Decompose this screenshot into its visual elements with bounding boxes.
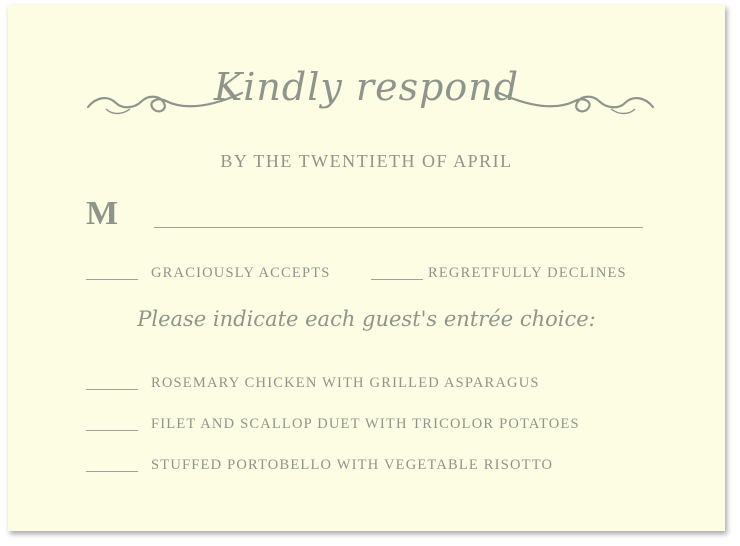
heading-block — [8, 65, 725, 135]
kindly-respond-heading: Kindly respond — [213, 65, 520, 109]
entree-label: ROSEMARY CHICKEN WITH GRILLED ASPARAGUS — [151, 375, 540, 391]
entree-blank[interactable] — [86, 430, 138, 431]
reply-deadline: BY THE TWENTIETH OF APRIL — [220, 151, 513, 171]
response-row — [86, 263, 686, 287]
entree-prompt: Please indicate each guest's entrée choice: — [137, 307, 596, 331]
entree-option — [86, 414, 686, 438]
decline-blank[interactable] — [371, 279, 423, 280]
rsvp-card — [8, 5, 725, 531]
entree-blank[interactable] — [86, 389, 138, 390]
accept-blank[interactable] — [86, 279, 138, 280]
entree-label: FILET AND SCALLOP DUET WITH TRICOLOR POTATOES — [151, 416, 580, 432]
entree-option — [86, 373, 686, 397]
right-flourish-ornament — [495, 79, 655, 119]
entree-blank[interactable] — [86, 471, 138, 472]
guest-name-field[interactable] — [154, 227, 643, 228]
entree-option — [86, 455, 686, 479]
entree-label: STUFFED PORTOBELLO WITH VEGETABLE RISOTTO — [151, 457, 554, 473]
accept-label: GRACIOUSLY ACCEPTS — [151, 265, 331, 281]
decline-label: REGRETFULLY DECLINES — [428, 265, 627, 281]
name-prefix-monogram: M — [86, 195, 119, 232]
guest-name-row — [86, 195, 646, 235]
